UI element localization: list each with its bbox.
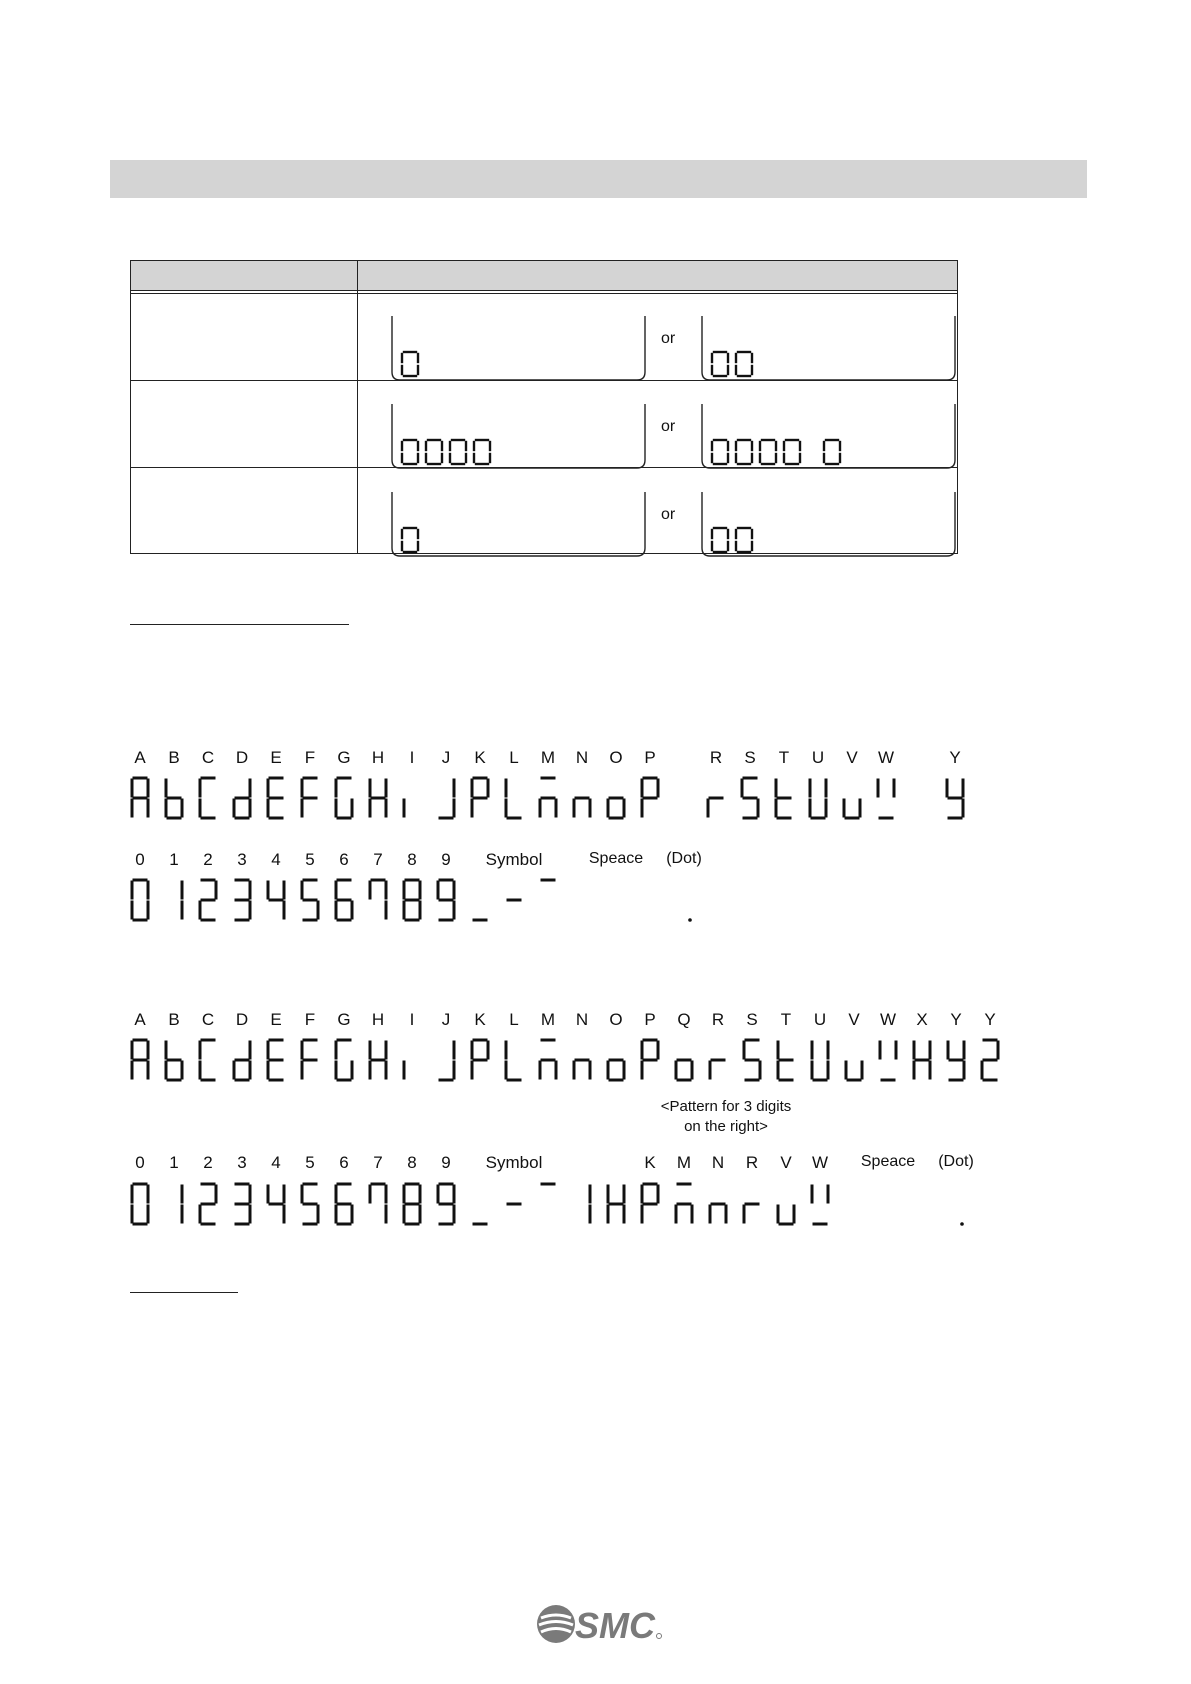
eleven-seg-letter-glyph: [234, 1042, 250, 1080]
seven-seg-letter-glyph: [268, 778, 282, 818]
letter-label: T: [778, 748, 790, 767]
lcd-digit-2-right: [760, 440, 776, 464]
letter-label: Y: [949, 748, 961, 767]
letter-label: G: [337, 1010, 351, 1029]
eleven-seg-digit-glyph: [200, 1184, 216, 1224]
eleven-seg-letter-glyph: [914, 1042, 930, 1078]
eleven-seg-digit-glyph: [132, 1184, 148, 1224]
eleven-seg-digit-glyph: [404, 1184, 420, 1224]
eleven-seg-letter-glyph: [132, 1040, 148, 1078]
eleven-seg-digit-glyph: [302, 1184, 318, 1224]
seven-seg-digit-glyph: [236, 880, 250, 920]
seven-seg-letter-glyph: [844, 800, 860, 818]
lcd-frame-2-left: [390, 398, 649, 474]
eleven-seg-letter-glyph: [710, 1060, 724, 1078]
underline-note-heading: [130, 1292, 238, 1293]
lcd-digit-1-left: [402, 352, 418, 376]
digit-label: Symbol: [485, 1153, 543, 1172]
letter-label: L: [509, 1010, 519, 1029]
lcd-digit-2-right: [824, 440, 840, 464]
digit-label: Speace: [588, 850, 644, 867]
letter-label: J: [441, 748, 451, 767]
eleven-seg-letter-glyph: [472, 1040, 488, 1078]
lcd-frame-1-left: [390, 310, 649, 386]
eleven-seg-digit-glyph: [778, 1206, 794, 1224]
digit-label: 6: [339, 1153, 349, 1172]
seven-seg-digit-glyph: [132, 880, 148, 920]
digit-label: 0: [135, 1153, 145, 1172]
underline-7seg-heading: [130, 624, 349, 625]
digit-label: N: [711, 1153, 725, 1172]
section-heading-bar: [110, 160, 1087, 198]
digit-label: 8: [407, 850, 417, 869]
eleven-seg-digit-glyphs: [0, 1178, 1020, 1248]
letter-label: O: [609, 748, 623, 767]
lcd-digit-1-right: [736, 352, 752, 376]
smc-logo-icon: [535, 1602, 665, 1646]
digit-label: Speace: [860, 1153, 916, 1170]
letter-label: O: [609, 1010, 623, 1029]
eleven-seg-letter-glyph: [336, 1040, 352, 1080]
letter-label: X: [916, 1010, 928, 1029]
seven-seg-letter-glyph: [336, 778, 352, 818]
letter-label: R: [709, 748, 723, 767]
letter-label: B: [168, 748, 180, 767]
lcd-digit-1-right: [712, 352, 728, 376]
letter-label: R: [711, 1010, 725, 1029]
seven-seg-letter-glyph: [608, 798, 624, 818]
eleven-seg-letter-glyph: [302, 1040, 316, 1078]
letter-label: E: [270, 748, 282, 767]
lcd-digit-2-right: [784, 440, 800, 464]
lcd-frame-3-right: [700, 486, 959, 562]
eleven-seg-digit-glyph: [336, 1184, 352, 1224]
seven-seg-digit-glyph: [268, 882, 284, 918]
letter-label: C: [201, 1010, 215, 1029]
eleven-seg-letter-glyph: [540, 1040, 556, 1078]
letter-label: H: [371, 1010, 385, 1029]
digit-label: 1: [169, 1153, 179, 1172]
digit-label: 8: [407, 1153, 417, 1172]
digit-label: 0: [135, 850, 145, 869]
seven-seg-digit-glyph: [370, 880, 386, 918]
eleven-seg-digit-glyph: [438, 1184, 454, 1224]
eleven-seg-letter-glyph: [440, 1042, 454, 1080]
seven-seg-letter-glyph: [540, 778, 556, 816]
or-label: or: [661, 418, 676, 435]
letter-label: W: [877, 748, 895, 767]
seven-seg-digit-glyph: [336, 880, 352, 920]
digit-label: 5: [305, 850, 315, 869]
pattern-note-line2: on the right>: [684, 1118, 768, 1135]
pattern-note-line1: <Pattern for 3 digits: [660, 1098, 792, 1115]
lcd-digit-2-left: [402, 440, 418, 464]
seven-seg-digit-glyphs: [0, 874, 1000, 944]
letter-label: I: [409, 748, 415, 767]
seven-seg-letter-glyph: [810, 780, 826, 818]
letter-label: W: [879, 1010, 897, 1029]
seven-seg-letter-glyph: [947, 780, 963, 818]
eleven-seg-letter-glyph: [846, 1062, 862, 1080]
lcd-digit-3-left: [402, 528, 418, 552]
letter-label: S: [746, 1010, 758, 1029]
seven-seg-letter-glyphs: [0, 772, 1000, 842]
or-label: or: [661, 330, 676, 347]
letter-label: V: [846, 748, 858, 767]
digit-label: 1: [169, 850, 179, 869]
eleven-seg-letter-glyph: [982, 1040, 998, 1080]
letter-label: G: [337, 748, 351, 767]
eleven-seg-letter-glyph: [778, 1042, 792, 1080]
eleven-seg-digit-glyph: [268, 1186, 284, 1222]
letter-label: K: [474, 748, 486, 767]
eleven-seg-letter-glyph: [200, 1040, 214, 1080]
eleven-seg-letter-glyph: [812, 1042, 828, 1080]
lcd-digit-3-right: [736, 528, 752, 552]
letter-label: H: [371, 748, 385, 767]
eleven-seg-digit-glyph: [370, 1184, 386, 1222]
eleven-seg-letter-glyphs: [0, 1034, 1020, 1104]
digit-label: M: [676, 1153, 692, 1172]
digit-label: 3: [237, 1153, 247, 1172]
digit-label: (Dot): [666, 850, 702, 867]
seven-seg-letter-glyph: [440, 780, 454, 818]
seven-seg-digit-glyph: [302, 880, 318, 920]
eleven-seg-letter-glyph: [268, 1040, 282, 1080]
eleven-seg-letter-glyph: [608, 1060, 624, 1080]
table-header: [131, 261, 957, 291]
letter-label: V: [848, 1010, 860, 1029]
seven-seg-digit-glyph: [688, 918, 692, 922]
lcd-digit-3-right: [712, 528, 728, 552]
digit-label: Symbol: [485, 850, 543, 869]
eleven-seg-letter-glyph: [948, 1042, 964, 1080]
lcd-frame-2-right: [700, 398, 959, 474]
seven-seg-letter-glyph: [166, 780, 182, 818]
seven-seg-letter-glyph: [642, 778, 658, 816]
letter-label: Q: [677, 1010, 691, 1029]
seven-seg-letter-glyph: [878, 780, 894, 818]
eleven-seg-digit-glyph: [236, 1184, 250, 1224]
letter-label: N: [575, 748, 589, 767]
eleven-seg-digit-glyph: [642, 1184, 658, 1222]
letter-label: A: [134, 748, 146, 767]
seven-seg-letter-glyph: [472, 778, 488, 816]
eleven-seg-digit-glyph: [744, 1204, 758, 1222]
letter-label: N: [575, 1010, 589, 1029]
eleven-seg-digit-glyph: [676, 1184, 692, 1222]
eleven-seg-letter-glyph: [370, 1042, 386, 1078]
letter-label: S: [744, 748, 756, 767]
lcd-frame-1-right: [700, 310, 959, 386]
digit-label: 9: [441, 850, 451, 869]
eleven-seg-digit-glyph: [608, 1186, 624, 1222]
digit-label: 4: [271, 1153, 281, 1172]
digit-label: 2: [203, 1153, 213, 1172]
digit-label: 3: [237, 850, 247, 869]
letter-label: M: [540, 748, 556, 767]
lcd-digit-2-right: [712, 440, 728, 464]
letter-label: U: [813, 1010, 827, 1029]
seven-seg-letter-glyph: [200, 778, 214, 818]
letter-label: D: [235, 1010, 249, 1029]
letter-label: F: [304, 1010, 316, 1029]
letter-label: B: [168, 1010, 180, 1029]
seven-seg-letter-glyph: [574, 798, 590, 816]
lcd-digit-2-right: [736, 440, 752, 464]
seven-seg-letter-glyph: [776, 780, 790, 818]
seven-seg-digit-glyph: [404, 880, 420, 920]
seven-seg-letter-glyph: [234, 780, 250, 818]
digit-label: 6: [339, 850, 349, 869]
letter-label: P: [644, 1010, 656, 1029]
letter-label: A: [134, 1010, 146, 1029]
seven-seg-letter-glyph: [132, 778, 148, 816]
letter-label: F: [304, 748, 316, 767]
seven-seg-letter-glyph: [742, 778, 758, 818]
eleven-seg-digit-glyph: [812, 1186, 828, 1224]
letter-label: C: [201, 748, 215, 767]
digit-label: 7: [373, 1153, 383, 1172]
seven-seg-digit-glyph: [200, 880, 216, 920]
letter-label: J: [441, 1010, 451, 1029]
letter-label: K: [474, 1010, 486, 1029]
smc-logo-text: SMC: [575, 1605, 655, 1646]
seven-seg-letter-glyph: [708, 798, 722, 816]
eleven-seg-digit-glyph: [710, 1204, 726, 1222]
smc-logo: [535, 1602, 665, 1646]
letter-label: Y: [984, 1010, 996, 1029]
lcd-digit-2-left: [450, 440, 466, 464]
letter-label: M: [540, 1010, 556, 1029]
digit-label: 5: [305, 1153, 315, 1172]
eleven-seg-letter-glyph: [574, 1060, 590, 1078]
eleven-seg-digit-glyph: [960, 1222, 964, 1226]
digit-label: 9: [441, 1153, 451, 1172]
letter-label: E: [270, 1010, 282, 1029]
seven-seg-letter-glyph: [506, 780, 520, 818]
lcd-frame-3-left: [390, 486, 649, 562]
letter-label: U: [811, 748, 825, 767]
digit-label: W: [811, 1153, 829, 1172]
letter-label: D: [235, 748, 249, 767]
seven-seg-letter-glyph: [370, 780, 386, 816]
letter-label: P: [644, 748, 656, 767]
eleven-seg-letter-glyph: [880, 1042, 896, 1080]
eleven-seg-letter-glyph: [744, 1040, 760, 1080]
eleven-seg-letter-glyph: [642, 1040, 658, 1078]
or-label: or: [661, 506, 676, 523]
digit-label: 2: [203, 850, 213, 869]
seven-seg-letter-glyph: [302, 778, 316, 816]
eleven-seg-letter-glyph: [506, 1042, 520, 1080]
digit-label: 4: [271, 850, 281, 869]
letter-label: L: [509, 748, 519, 767]
lcd-digit-2-left: [474, 440, 490, 464]
letter-label: Y: [950, 1010, 962, 1029]
digit-label: R: [745, 1153, 759, 1172]
letter-label: T: [780, 1010, 792, 1029]
digit-label: K: [644, 1153, 656, 1172]
digit-label: (Dot): [938, 1153, 974, 1170]
pattern-note: [661, 1097, 792, 1137]
eleven-seg-letter-glyph: [166, 1042, 182, 1080]
seven-seg-digit-glyph: [438, 880, 454, 920]
digit-label: V: [780, 1153, 792, 1172]
letter-label: I: [409, 1010, 415, 1029]
eleven-seg-letter-glyph: [676, 1060, 692, 1080]
lcd-digit-2-left: [426, 440, 442, 464]
digit-label: 7: [373, 850, 383, 869]
